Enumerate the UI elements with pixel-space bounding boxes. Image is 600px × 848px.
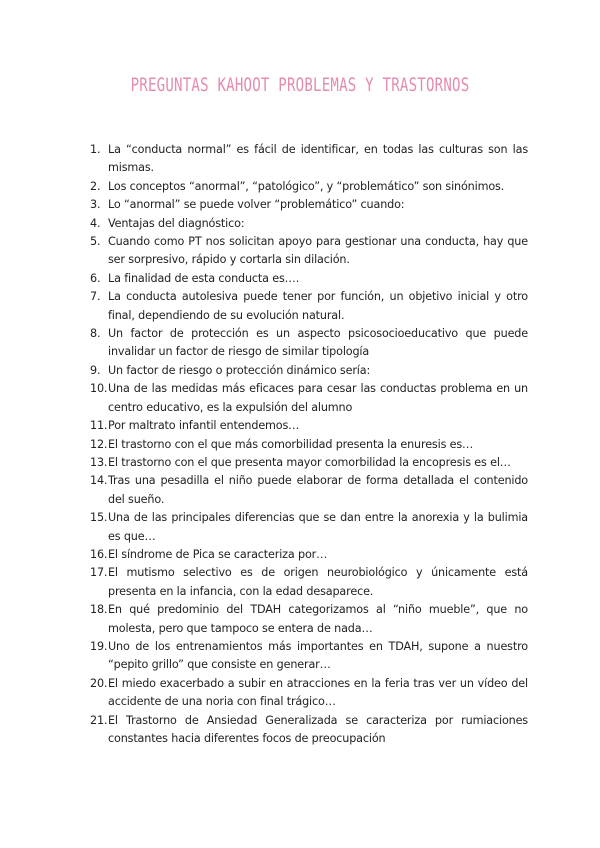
question-number: 21. (90, 713, 108, 727)
question-item (90, 325, 528, 362)
question-item (90, 380, 528, 417)
question-item (90, 675, 528, 712)
question-number: 9. (90, 363, 101, 377)
question-number: 15. (90, 511, 108, 525)
page-title: PREGUNTAS KAHOOT PROBLEMAS Y TRASTORNOS (130, 74, 470, 96)
question-number: 5. (90, 235, 101, 249)
question-text: Una de las principales diferencias que se dan entre la anorexia y la bulimia es que… (108, 511, 528, 543)
question-item (90, 178, 528, 196)
question-item (90, 288, 528, 325)
question-item (90, 215, 528, 233)
question-item (90, 472, 528, 509)
question-number: 8. (90, 327, 101, 341)
question-text: El trastorno con el que más comorbilidad presenta la enuresis es… (108, 437, 474, 451)
question-text: El trastorno con el que presenta mayor comorbilidad la encopresis es el… (108, 455, 511, 469)
question-text: La “conducta normal” es fácil de identificar, en todas las culturas son las mismas. (108, 143, 528, 175)
question-text: Un factor de riesgo o protección dinámico sería: (108, 363, 371, 377)
question-item (90, 509, 528, 546)
question-number: 18. (90, 603, 108, 617)
question-text: Ventajas del diagnóstico: (108, 216, 245, 230)
question-number: 10. (90, 382, 108, 396)
question-number: 2. (90, 179, 101, 193)
question-item (90, 564, 528, 601)
question-item (90, 362, 528, 380)
question-text: El Trastorno de Ansiedad Generalizada se caracteriza por rumiaciones constantes hacia diferentes focos de preocupación (108, 713, 528, 745)
question-number: 14. (90, 474, 108, 488)
question-text: La conducta autolesiva puede tener por función, un objetivo inicial y otro final, dependiendo de su evolución natural. (108, 290, 528, 322)
question-number: 20. (90, 676, 108, 690)
question-number: 16. (90, 547, 108, 561)
question-number: 12. (90, 437, 108, 451)
question-text: Tras una pesadilla el niño puede elaborar de forma detallada el contenido del sueño. (108, 474, 528, 506)
question-list (90, 141, 528, 748)
question-item (90, 454, 528, 472)
question-number: 11. (90, 419, 108, 433)
question-text: Uno de los entrenamientos más importantes en TDAH, supone a nuestro “pepito grillo” que consiste en generar… (108, 639, 528, 672)
question-text: Un factor de protección es un aspecto psicosocioeducativo que puede invalidar un factor de riesgo de similar tipología (108, 327, 528, 359)
question-number: 1. (90, 143, 101, 156)
question-number: 13. (90, 455, 108, 469)
question-text: Por maltrato infantil entendemos… (108, 419, 300, 433)
question-text: Lo “anormal” se puede volver “problemático” cuando: (108, 198, 405, 212)
question-text: La finalidad de esta conducta es…. (108, 271, 300, 285)
question-item (90, 141, 528, 178)
question-item (90, 196, 528, 214)
question-number: 3. (90, 198, 101, 212)
question-number: 7. (90, 290, 101, 304)
question-text: El mutismo selectivo es de origen neurobiológico y únicamente está presenta en la infancia, con la edad desaparece. (108, 566, 528, 598)
question-item (90, 270, 528, 288)
question-text: En qué predominio del TDAH categorizamos al “niño mueble”, que no molesta, pero que tampoco se entera de nada… (108, 603, 528, 635)
question-item (90, 601, 528, 638)
question-number: 6. (90, 271, 101, 285)
question-item (90, 546, 528, 564)
question-item (90, 417, 528, 435)
question-item (90, 436, 528, 454)
question-text: Cuando como PT nos solicitan apoyo para gestionar una conducta, hay que ser sorpresivo, rápido y cortarla sin dilación. (108, 235, 528, 267)
question-text: Una de las medidas más eficaces para cesar las conductas problema en un centro educativo, es la expulsión del alumno (108, 382, 528, 414)
question-text: Los conceptos “anormal”, “patológico”, y “problemático” son sinónimos. (108, 179, 505, 193)
question-item (90, 233, 528, 270)
question-number: 19. (90, 639, 108, 653)
question-text: El síndrome de Pica se caracteriza por… (108, 547, 328, 561)
question-number: 17. (90, 566, 108, 580)
question-item (90, 712, 528, 749)
question-number: 4. (90, 216, 101, 230)
question-text: El miedo exacerbado a subir en atracciones en la feria tras ver un vídeo del accidente de una noria con final trágico… (108, 676, 528, 709)
question-item (90, 638, 528, 675)
